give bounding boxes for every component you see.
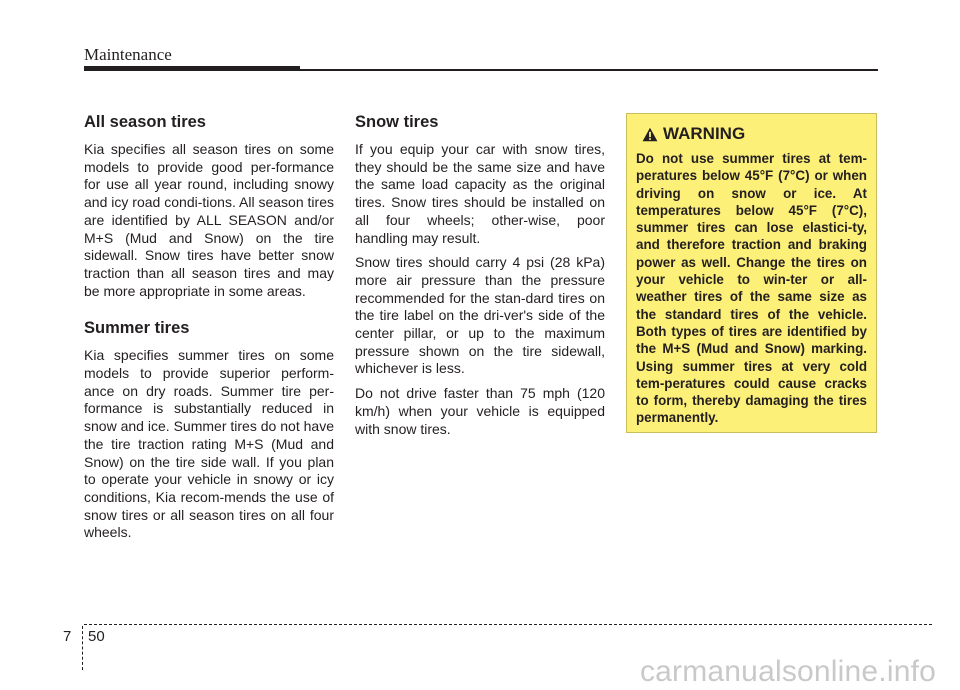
snow-heading: Snow tires — [355, 113, 439, 131]
summer-body: Kia specifies summer tires on some models to provide superior perform-ance on dry roads. Summer tire per-formance is substantially reduced in snow and ice. Summer tires do not have the tire traction rating M+S (Mud and Snow) on the tire side wall. If you plan to operate your vehicle in snowy or icy conditions, Kia recom-mends the use of snow tires or all season tires on all four wheels. — [84, 347, 334, 541]
snow-paragraph-3: Do not drive faster than 75 mph (120 km/h) when your vehicle is equipped with snow tires. — [355, 385, 605, 437]
all-season-heading: All season tires — [84, 113, 206, 131]
footer-rule — [84, 624, 932, 625]
header-rule-thick — [84, 66, 300, 71]
footer-divider — [82, 626, 83, 670]
header-title: Maintenance — [84, 45, 172, 64]
watermark: carmanualsonline.info — [639, 655, 936, 688]
warning-title: WARNING — [663, 124, 746, 143]
warning-header — [636, 124, 867, 144]
middle-column — [355, 112, 605, 445]
snow-paragraph-1: If you equip your car with snow tires, they should be the same size and have the same load capacity as the original tires. Snow tires should be installed on all four wheels; other-wise, poor handling may result. — [355, 141, 605, 246]
warning-triangle-icon — [642, 127, 658, 142]
all-season-body: Kia specifies all season tires on some models to provide good per-formance for use all year round, including snowy and icy road condi-tions. All season tires are identified by ALL SEASON and/or M+S (Mud and Snow) on the tire sidewall. Snow tires have better snow traction than all season tires and may be more appropriate in some areas. — [84, 141, 334, 299]
summer-heading: Summer tires — [84, 319, 190, 338]
chapter-number: 7 — [63, 628, 72, 645]
warning-box — [626, 113, 877, 433]
page-number: 50 — [88, 628, 105, 645]
header-rule-thin — [300, 69, 878, 71]
snow-paragraph-2: Snow tires should carry 4 psi (28 kPa) more air pressure than the pressure recommended for the stan-dard tires on the tire label on the dri-ver's side of the center pillar, or up to the maximum pressure shown on the tire sidewall, whichever is less. — [355, 254, 605, 377]
left-column — [84, 112, 334, 549]
warning-body: Do not use summer tires at tem-peratures below 45°F (7°C) or when driving on snow or ice. At temperatures below 45°F (7°C), summer tires can lose elastici-ty, and therefore traction and braking power as well. Change the tires on your vehicle to win-ter or all-weather tires of the same size as the standard tires of the vehicle. Both types of tires are identified by the M+S (Mud and Snow) marking. Using summer tires at very cold tem-peratures could cause cracks to form, thereby damaging the tires permanently. — [636, 151, 867, 426]
